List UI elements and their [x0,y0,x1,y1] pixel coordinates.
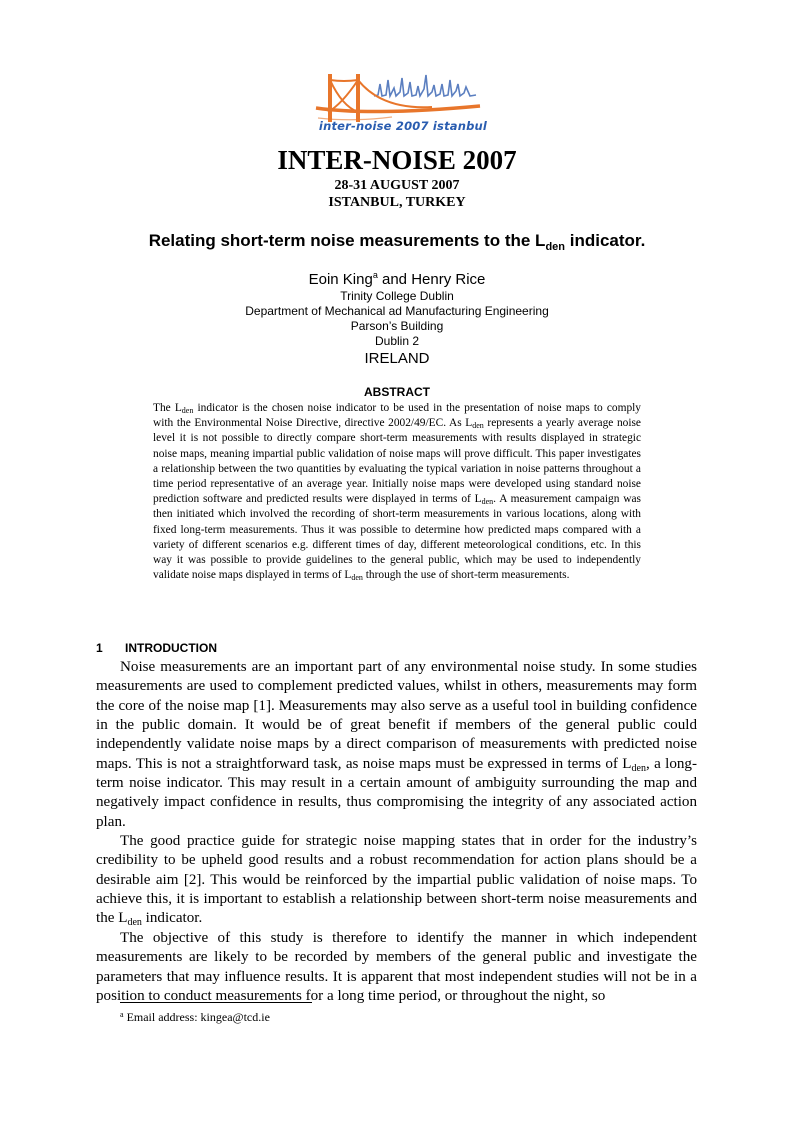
bridge-deck [316,106,480,112]
affiliation-department: Department of Mechanical ad Manufacturing Engineering [245,304,549,318]
section-title: INTRODUCTION [125,641,217,655]
paper-title-subscript: den [545,241,565,253]
author-line [0,270,794,290]
affiliation-institution: Trinity College Dublin [340,289,454,303]
footnote-text: Email address: kingea@tcd.ie [123,1010,270,1024]
section-body [96,658,697,1006]
footnote-mark: a [120,1010,124,1019]
paragraph: The objective of this study is therefore to identify the manner in which independent measurements are likely to be recorded by members of the general public and investigate the parameters that may influence results. It is apparent that most independent studies will not be in a position to conduct measurements for a long time period, or throughout the night, so [96,929,697,1004]
logo-caption: inter-noise 2007 istanbul [318,119,488,133]
footnote [120,1010,620,1025]
abstract-heading: ABSTRACT [364,385,430,399]
author-footnote-mark: a [372,270,378,280]
paragraph-text: indicator. [141,910,203,927]
footnote-separator [120,1002,312,1003]
abstract-subscript: den [481,497,494,507]
paper-title [0,230,794,252]
abstract-text: represents a yearly average noise level it is not possible to directly compare short-term measurements with results displayed in strategic noise maps, meaning impartial public validation of noise maps will prove difficult. This paper investigates a relationship between the two quantities by evaluating the typical variation in noise patterns throughout a time period representative of an average year. Initially noise maps were developed using standard noise prediction software and predicted results were displayed in terms of L [153,417,641,506]
paragraph-text: The good practice guide for strategic noise mapping states that in order for the industry’s credibility to be upheld good results and a robust recommendation for action plans should be a desirable aim [2]. This would be reinforced by the impartial public validation of noise maps. To achieve this, it is important to establish a relationship between short-term noise measurements and the L [96,833,697,927]
paragraph [96,832,697,929]
conference-title: INTER-NOISE 2007 [277,145,517,175]
sound-wave-graphic [374,75,476,96]
conference-dates: 28-31 AUGUST 2007 [334,178,460,193]
abstract-subscript: den [351,573,363,583]
abstract-body [153,401,641,583]
paragraph-text: , a long-term noise indicator. This may result in a certain amount of ambiguity surrounding the map and negatively impact confidence in results, thus compromising the integrity of any associated action plan. [96,755,697,830]
section-number: 1 [96,641,103,655]
author-name: Eoin King [308,271,373,288]
conference-location: ISTANBUL, TURKEY [328,195,466,210]
affiliation-building: Parson’s Building [350,319,444,333]
paragraph-subscript: den [631,762,646,774]
coauthor-name: and Henry Rice [377,271,486,288]
paragraph-subscript: den [127,917,142,929]
abstract-text: . A measurement campaign was then initiated which involved the recording of short-term measurements in various locations, along with fixed long-term measurements. Thus it was possible to determine how predicted maps compared with a variety of different scenarios e.g. different times of day, different meteorological conditions, etc. In this way it was possible to provide guidelines to the general public, which may be used to independently validate noise maps displayed in terms of L [153,493,641,582]
section-heading [96,641,496,656]
paper-title-suffix: indicator. [565,231,646,250]
paragraph [96,658,697,832]
affiliation-city: Dublin 2 [374,334,420,348]
bridge-tower-left [328,74,332,122]
paper-title-text: Relating short-term noise measurements to the L [148,231,546,250]
abstract-text: through the use of short-term measurements. [362,569,570,582]
paragraph-text: Noise measurements are an important part of any environmental noise study. In some studies measurements are used to complement predicted values, whilst in others, measurements may form the core of the noise map [1]. Measurements may also serve as a useful tool in building confidence in the public domain. It would be of great benefit if members of the general public could independently validate noise maps by a direct comparison of measurements with predicted noise maps. This is not a straightforward task, as noise maps must be expressed in terms of L [96,659,697,772]
abstract-text: indicator is the chosen noise indicator to be used in the presentation of noise maps to comply with the Environmental Noise Directive, directive 2002/49/EC. As L [153,402,642,430]
abstract-text: The L [153,402,182,414]
bridge-tower-right [356,74,360,122]
affiliation-country: IRELAND [364,350,430,367]
abstract-subscript: den [472,421,484,431]
abstract-subscript: den [181,406,194,415]
